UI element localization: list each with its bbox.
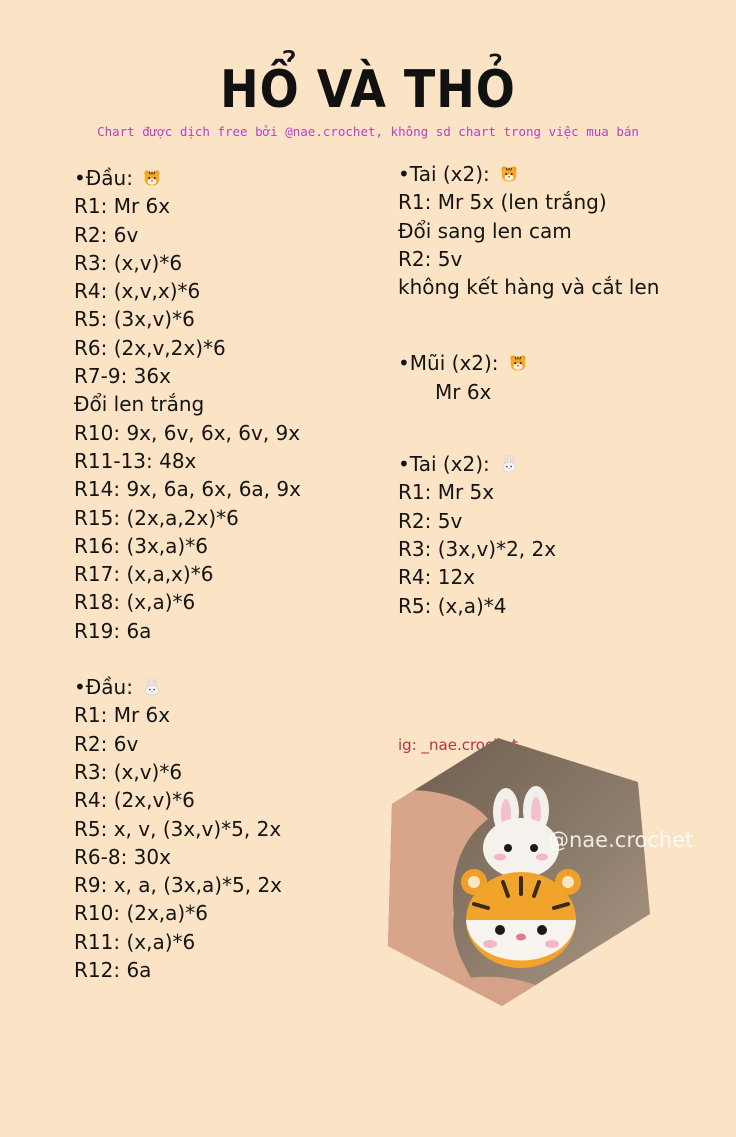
instruction-line: R14: 9x, 6a, 6x, 6a, 9x (74, 477, 301, 502)
amigurumi-photo (378, 724, 678, 1024)
instruction-line: R1: Mr 5x (398, 480, 495, 505)
instruction-line: R19: 6a (74, 618, 152, 643)
instruction-line: R6: (2x,v,2x)*6 (74, 335, 226, 360)
section-heading: •Đầu: (74, 164, 394, 192)
instruction-line: R11-13: 48x (74, 448, 197, 473)
instruction-line: R2: 5v (398, 508, 463, 533)
instruction-line: R10: 9x, 6v, 6x, 6v, 9x (74, 420, 301, 445)
page-subtitle: Chart được dịch free bởi @nae.crochet, không sd chart trong việc mua bán (97, 124, 639, 139)
tiger-face-icon (500, 165, 518, 183)
instruction-line: R1: Mr 5x (len trắng) (398, 190, 607, 215)
tiger-ear-section (398, 160, 718, 301)
tiger-head-section (74, 164, 394, 645)
instruction-line: R5: x, v, (3x,v)*5, 2x (74, 816, 282, 841)
instruction-line: R17: (x,a,x)*6 (74, 562, 214, 587)
section-heading: •Đầu: (74, 673, 394, 701)
instruction-line: R3: (x,v)*6 (74, 250, 183, 275)
instruction-line: R1: Mr 6x (74, 194, 171, 219)
section-heading: •Tai (x2): (398, 160, 718, 188)
instruction-line: R4: (2x,v)*6 (74, 788, 195, 813)
instruction-line: R5: (3x,v)*6 (74, 307, 195, 332)
page-title: HỔ VÀ THỎ (220, 58, 516, 120)
instruction-line: R12: 6a (74, 958, 152, 983)
instruction-line: R5: (x,a)*4 (398, 593, 507, 618)
instruction-line: R4: (x,v,x)*6 (74, 279, 201, 304)
instruction-line: R3: (x,v)*6 (74, 759, 183, 784)
instruction-line: Đổi sang len cam (398, 218, 572, 243)
rabbit-head-section (74, 673, 394, 984)
instruction-line: R9: x, a, (3x,a)*5, 2x (74, 873, 283, 898)
tiger-face-icon (509, 354, 527, 372)
instruction-line: R18: (x,a)*6 (74, 590, 196, 615)
instruction-line: R6-8: 30x (74, 844, 171, 869)
tiger-face-icon (143, 169, 161, 187)
instruction-line: Mr 6x (435, 379, 492, 404)
rabbit-face-icon (500, 455, 518, 473)
instruction-line: R3: (3x,v)*2, 2x (398, 536, 557, 561)
instruction-line: R15: (2x,a,2x)*6 (74, 505, 239, 530)
instagram-handle: ig: _nae.crochet_ (398, 736, 526, 754)
right-column (398, 160, 718, 620)
instruction-line: R1: Mr 6x (74, 703, 171, 728)
section-heading: •Tai (x2): (398, 450, 718, 478)
instruction-line: R2: 6v (74, 222, 139, 247)
instruction-line: R11: (x,a)*6 (74, 929, 196, 954)
instruction-line: R16: (3x,a)*6 (74, 533, 208, 558)
instruction-line: R7-9: 36x (74, 364, 171, 389)
photo-watermark: @nae.crochet (548, 828, 694, 852)
section-heading: •Mũi (x2): (398, 349, 718, 377)
instruction-line: R2: 5v (398, 246, 463, 271)
instruction-line: không kết hàng và cắt len (398, 275, 660, 300)
instruction-line: R10: (2x,a)*6 (74, 901, 208, 926)
left-column (74, 164, 394, 984)
instruction-line: R2: 6v (74, 731, 139, 756)
instruction-line: R4: 12x (398, 565, 476, 590)
rabbit-face-icon (143, 678, 161, 696)
rabbit-ear-section (398, 450, 718, 620)
instruction-line: Đổi len trắng (74, 392, 205, 417)
tiger-nose-section (398, 349, 718, 406)
